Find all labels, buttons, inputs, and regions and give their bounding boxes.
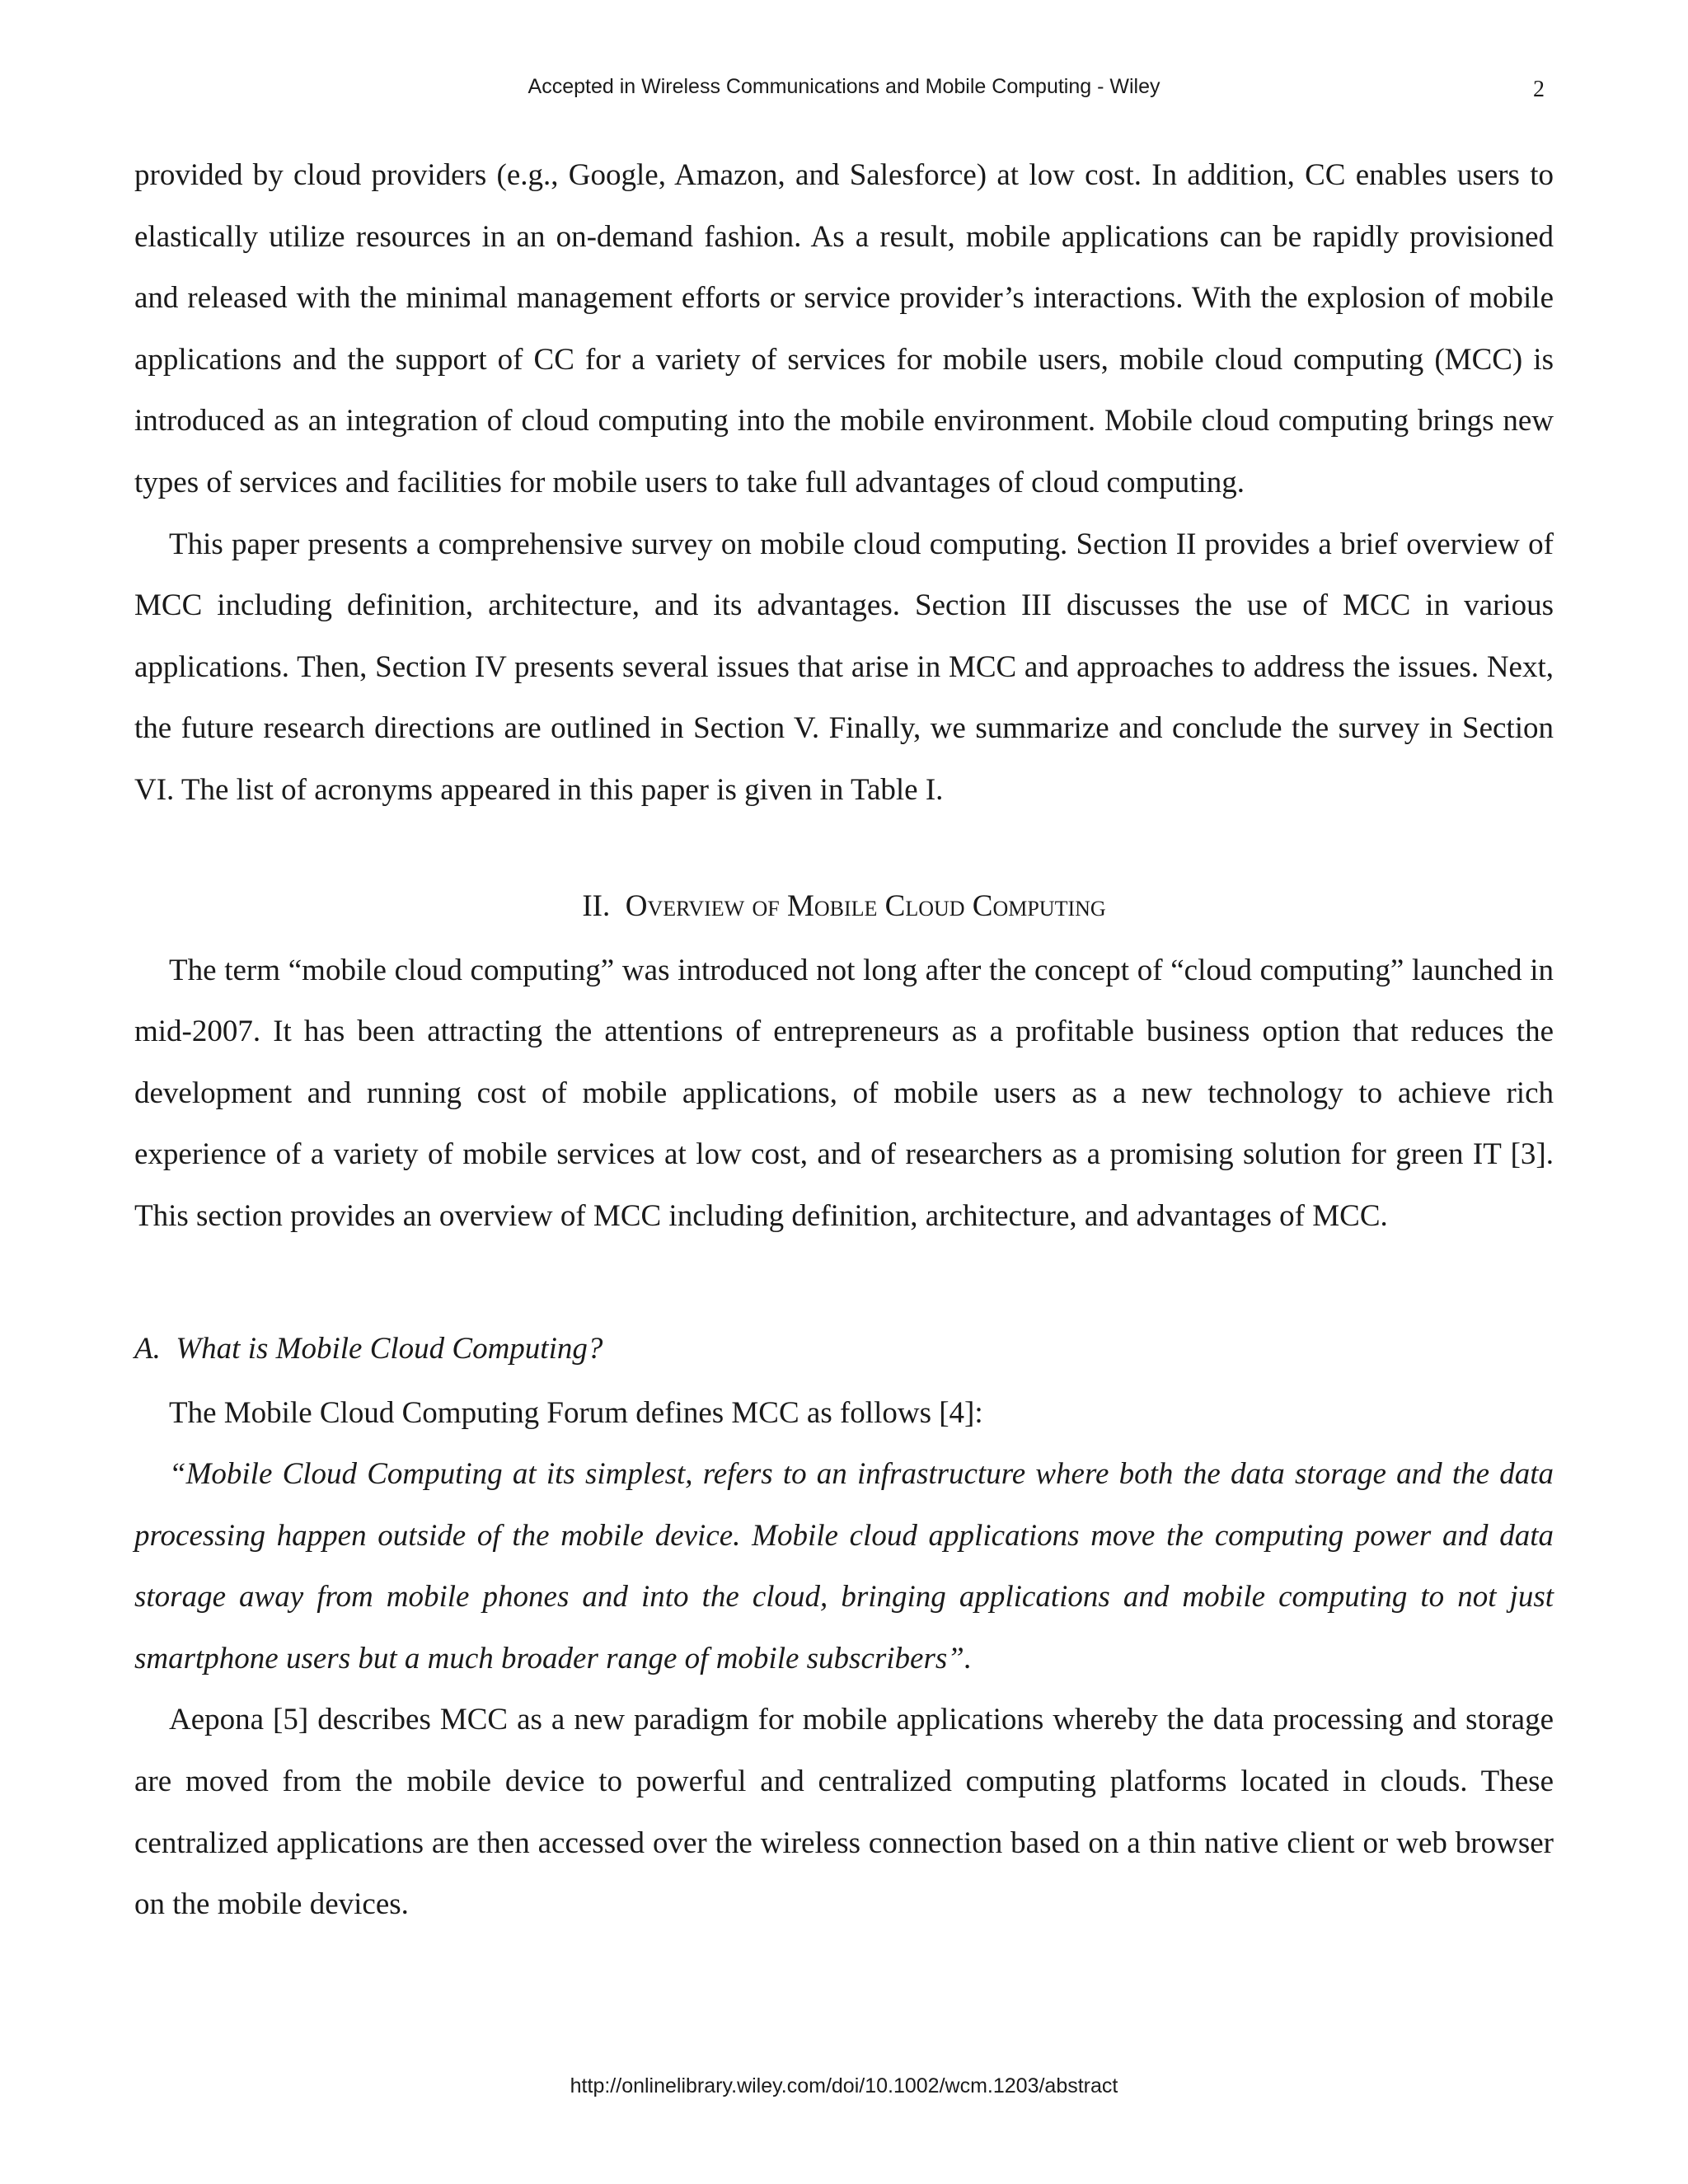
quote-forum-definition: “Mobile Cloud Computing at its simplest, refers to an infrastructure where both the data storage and the data processing happen outside of the mobile device. Mobile cloud applications move the computing power and data storage away from mobile phones and into the cloud, bringing applications and mobile computing to not just smartphone users but a much broader range of mobile subscribers”. [134, 1457, 1554, 1675]
paragraph-intro-continued: provided by cloud providers (e.g., Google, Amazon, and Salesforce) at low cost. In addition, CC enables users to elastically utilize resources in an on-demand fashion. As a result, mobile applications can be rapidly provisioned and released with the minimal management efforts or service provider’s interactions. With the explosion of mobile applications and the support of CC for a variety of services for mobile users, mobile cloud computing (MCC) is introduced as an integration of cloud computing into the mobile environment. Mobile cloud computing brings new types of services and facilities for mobile users to take full advantages of cloud computing. [134, 158, 1554, 499]
paragraph-paper-organization: This paper presents a comprehensive survey on mobile cloud computing. Section II provides a brief overview of MCC including definition, architecture, and its advantages. Section III discusses the use of MCC in various applications. Then, Section IV presents several issues that arise in MCC and approaches to address the issues. Next, the future research directions are outlined in Section V. Finally, we summarize and conclude the survey in Section VI. The list of acronyms appeared in this paper is given in Table I. [134, 527, 1554, 807]
subsection-heading-what-is-mcc [134, 1319, 1554, 1383]
footer-url: http://onlinelibrary.wiley.com/doi/10.1002/wcm.1203/abstract [570, 2074, 1118, 2097]
section-heading-overview [134, 876, 1554, 940]
paragraph-forum-definition-intro: The Mobile Cloud Computing Forum defines MCC as follows [4]: [169, 1395, 983, 1430]
page-number: 2 [1533, 77, 1545, 102]
subsection-title: What is Mobile Cloud Computing? [176, 1331, 603, 1366]
subsection-label: A. [134, 1331, 161, 1366]
paragraph-aepona-definition: Aepona [5] describes MCC as a new paradigm for mobile applications whereby the data processing and storage are moved from the mobile device to powerful and centralized computing platforms located in clouds. These centralized applications are then accessed over the wireless connection based on a thin native client or web browser on the mobile devices. [134, 1703, 1554, 1922]
paper-body [134, 145, 1554, 1936]
section-number: II. [582, 888, 611, 923]
section-title: Overview of Mobile Cloud Computing [625, 888, 1106, 923]
running-head: Accepted in Wireless Communications and Mobile Computing - Wiley [528, 75, 1160, 98]
paragraph-overview: The term “mobile cloud computing” was introduced not long after the concept of “cloud computing” launched in mid-2007. It has been attracting the attentions of entrepreneurs as a profitable business option that reduces the development and running cost of mobile applications, of mobile users as a new technology to achieve rich experience of a variety of mobile services at low cost, and of researchers as a promising solution for green IT [3]. This section provides an overview of MCC including definition, architecture, and advantages of MCC. [134, 953, 1554, 1233]
